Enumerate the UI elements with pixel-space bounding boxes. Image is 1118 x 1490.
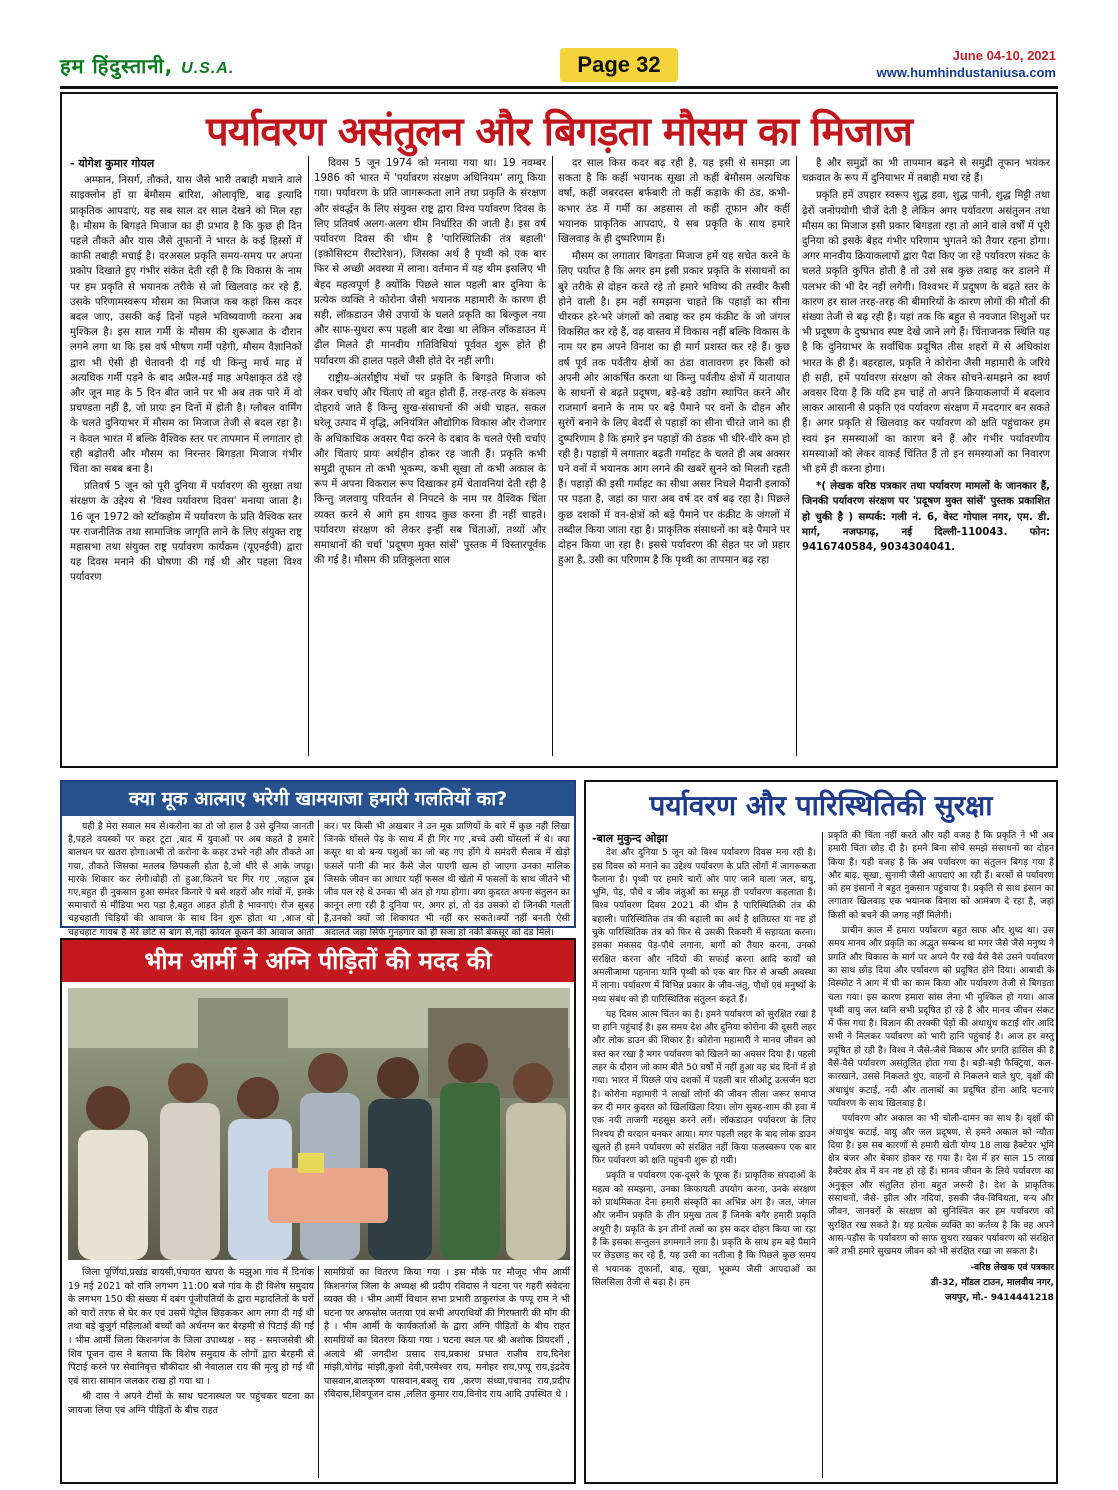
masthead	[0, 0, 1118, 88]
article1-paragraph: दिवस 5 जून 1974 को मनाया गया था। 19 नवम्बर 1986 को भारत में 'पर्यावरण संरक्षण अधिनियम' लागू किया गया। पर्यावरण के प्रति जागरूकता लाने तथा प्रकृति के संरक्षण और संवर्द्धन के लिए संयुक्त राष्ट्र द्वारा विश्व पर्यावरण दिवस के लिए प्रतिवर्ष अलग-अलग थीम निर्धारित की जाती है। इस वर्ष पर्यावरण दिवस की थीम है 'पारिस्थितिकी तंत्र बहाली' (इकोसिस्टम रीस्टोरेशन), जिसका अर्थ है पृथ्वी को एक बार फिर से अच्छी अवस्था में लाना। वर्तमान में यह थीम इसलिए भी बेहद महत्वपूर्ण है क्योंकि पिछले साल पहली बार दुनिया के प्रत्येक व्यक्ति ने कोरोना जैसी भयानक महामारी के कारण ही सही, लॉकडाउन जैसे उपायों के चलते प्रकृति का बिल्कुल नया और साफ-सुथरा रूप पहली बार देखा था लेकिन लॉकडाउन में ढ़ील मिलते ही मानवीय गतिविधियां पूर्ववत शुरू होते ही पर्यावरण की हालत पहले जैसी होते देर नहीं लगी।	[314, 158, 546, 367]
masthead-rule	[60, 86, 1058, 89]
website-url[interactable]: www.humhindustaniusa.com	[876, 65, 1056, 80]
article1-paragraph: अम्फान, निसर्ग, तौकते, यास जैसे भारी तबाही मचाने वाले साइक्लोन हों या बेमौसम बारिश, ओलावृष्टि, बाढ़ इत्यादि प्राकृतिक आपदाएं, यह सब साल दर साल देखने को मिल रहा है। मौसम के बिगड़ते मिजाज का ही प्रभाव है कि कुछ ही दिन पहले तौकते और यास जैसे तूफानों ने भारत के कई हिस्सों में काफी तबाही मचाई है। दरअसल प्रकृति समय-समय पर अपना प्रकोप दिखाते हुए गंभीर संकेत देती रही है कि विकास के नाम पर हम प्रकृति से भयानक तरीके से जो खिलवाड़ कर रहे हैं, उसके परिणामस्वरूप मौसम का मिजाज कब कहां किस कदर बदल जाए, उसकी कई दिनों पहले भविष्यवाणी करना अब मुश्किल है। इस साल गर्मी के मौसम की शुरूआत के दौरान लगने लगा था कि इस वर्ष भीषण गर्मी पड़ेगी, मौसम वैज्ञानिकों द्वारा भी ऐसी ही चेतावनी दी गई थी किन्तु मार्च माह में अत्यधिक गर्मी पड़ने के बाद अप्रैल-मई माह अपेक्षाकृत ठंडे रहे और जून माह के 5 दिन बीत जाने पर भी अब तक पारे में वो प्रचण्डता नहीं है, जो प्रायः इन दिनों में होती है। ग्लोबल वार्मिंग के चलते दुनियाभर में मौसम का मिजाज तेजी से बदल रहा है। न केवल भारत में बल्कि वैश्विक स्तर पर तापमान में लगातार हो रही बढ़ोतरी और मौसम का निरन्तर बिगड़ता मिजाज गंभीर चिंता का सबब बना है।	[70, 175, 302, 476]
article1-paragraph: मौसम का लगातार बिगड़ता मिजाज हमें यह सचेत करने के लिए पर्याप्त है कि अगर हम इसी प्रकार प्रकृति के संसाधनों का बुरे तरीके से दोहन करते रहे तो हमारे भविष्य की तस्वीर कैसी होने वाली है। हम नहीं समझना चाहते कि पहाड़ों का सीना चीरकर हरे-भरे जंगलों को तबाह कर हम कंक्रीट के जो जंगल विकसित कर रहे हैं, वह वास्तव में विकास नहीं बल्कि विकास के नाम पर हम अपने विनाश का ही मार्ग प्रशस्त कर रहे हैं। कुछ वर्ष पूर्व तक पर्वतीय क्षेत्रों का ठंडा वातावरण हर किसी को अपनी ओर आकर्षित करता था किन्तु पर्वतीय क्षेत्रों में यातायात के साधनों से बढ़ते प्रदूषण, बड़े-बड़े उद्योग स्थापित करने और राजमार्ग बनाने के नाम पर बड़े पैमाने पर वनों के दोहन और सुरंगें बनाने के लिए बेदर्दी से पहाड़ों का सीना चीरते जाने का ही दुष्परिणाम है कि हमारे इन पहाड़ों की ठंडक भी धीरे-धीरे कम हो रही है। पहाड़ों में लगातार बढ़ती गर्माहट के चलते ही अब अक्सर घने वनों में भयानक आग लगने की खबरें सुनने को मिलती रहती हैं। पहाड़ों की इसी गर्माहट का सीधा असर निचले मैदानी इलाकों पर पड़ता है, जहां का पारा अब वर्ष दर वर्ष बढ़ रहा है। पिछले कुछ दशकों में वन-क्षेत्रों को बड़े पैमाने पर कंक्रीट के जंगलों में तब्दील किया जाता रहा है। प्राकृतिक संसाधनों का बड़े पैमाने पर दोहन किया जा रहा है। इससे पर्यावरण की सेहत पर जो प्रहार हुआ है, उसी का परिणाम है कि पृथ्वी का तापमान बढ़ रहा	[558, 251, 790, 567]
article3-paragraph: जिला पूर्णियां,प्रखंड बायसी,पंचायत खपरा के मझुआ गांव में दिनांक 19 मई 2021 को रात्रि लगभग 11:00 बजे गांव के ही विशेष समुदाय के लगभग 150 की संख्या में दबंग पूंजीपतियों के द्वारा महादलितों के घरों को चारों तरफ से घेर कर एवं उसमें पेट्रोल छिड़ककर आग लगा दी गई थी तथा बड़े बुजुर्ग महिलाओं बच्चों को अर्धनग्न कर बेरहमी से पिटाई की गई । भीम आर्मी जिला किशनगंज के जिला उपाध्यक्ष - सह - समाजसेवी श्री शिव पूजन दास ने बताया कि विशेष समुदाय के लोगों द्वारा बेरहमी से पिटाई करने पर सेवानिवृत्त चौकीदार श्री नेवालाल राय की मृत्यु हो गई थी एवं सारा सामान जलकर राख हो गया था ।	[68, 1267, 314, 1387]
article-environment-imbalance	[60, 92, 1058, 768]
article1-paragraph: प्रतिवर्ष 5 जून को पूरी दुनिया में पर्यावरण की सुरक्षा तथा संरक्षण के उद्देश्य से 'विश्व पर्यावरण दिवस' मनाया जाता है। 16 जून 1972 को स्टॉकहोम में पर्यावरण के प्रति वैश्विक स्तर पर राजनीतिक तथा सामाजिक जागृति लाने के लिए संयुक्त राष्ट्र महासभा तथा संयुक्त राष्ट्र पर्यावरण कार्यक्रम (यूएनईपी) द्वारा यह दिवस मनाने की घोषणा की गई थी और पहला विश्व पर्यावरण	[70, 481, 302, 584]
article4-paragraph: प्रकृति की चिंता नहीं करते और यही वजह है कि प्रकृति ने भी अब हमारी चिंता छोड़ दी है। हमने बिना सोचे समझे संसाधनों का दोहन किया है। यही वजह है कि अब पर्यावरण का संतुलन बिगड़ गया है और बाढ़, सूखा, सुनामी जैसी आपदाएं आ रही हैं। बरसों से पर्यावरण को हम इंसानों ने बहुत नुकसान पहुंचाया है। प्रकृति से साथ इंसान का लगातार खिलवाड़ एक भयानक विनाश को आमंत्रण दे रहा है, जहां किसी को बचने की जगह नहीं मिलेगी।	[828, 831, 1054, 921]
news-photo-illustration	[68, 988, 570, 1260]
article1-paragraph: है और समुद्रों का भी तापमान बढ़ने से समुद्री तूफान भयंकर चक्रवात के रूप में दुनियाभर में तबाही मचा रहे हैं।	[802, 158, 1050, 185]
column-divider	[318, 1266, 319, 1478]
column-divider	[552, 156, 553, 756]
article4-column-2	[828, 786, 1054, 1480]
masthead-title	[60, 52, 234, 79]
article4-byline: -बाल मुकुन्द ओझा	[592, 832, 668, 845]
article1-headline: पर्यावरण असंतुलन और बिगड़ता मौसम का मिजाज	[206, 109, 912, 155]
article1-column-4	[802, 156, 1050, 762]
article4-paragraph: प्रकृति व पर्यावरण एक-दूसरे के पूरक हैं। प्राकृतिक संपदाओं के महत्व को समझना, उनका किफायती उपयोग करना, उनके संरक्षण को प्राथमिकता देना हमारी संस्कृति का अभिन्न अंग है। जल, जंगल और जमीन प्रकृति के तीन प्रमुख तत्व हैं जिनके बगैर हमारी प्रकृति अधूरी है। प्रकृति के इन तीनों तत्वों का इस कदर दोहन किया जा रहा है कि इसका सन्तुलन डगमगाने लगा है। प्रकृति के साथ हम बड़े पैमाने पर छेड़छाड़ कर रहे हैं, यह उसी का नतीजा है कि पिछले कुछ समय से भयानक तूफानों, बाढ़, सूखा, भूकम्प जैसी आपदाओं का सिलसिला तेजी से बढ़ा है। हम	[592, 1171, 816, 1288]
article-ecology-security	[584, 780, 1058, 1484]
article2-headline: क्या मूक आत्माए भरेगी खामयाजा हमारी गलतियों का?	[62, 782, 574, 816]
relief-item	[298, 1153, 324, 1173]
article2-column-2	[324, 820, 570, 938]
column-divider	[308, 156, 309, 756]
article4-signoff: -वरिष्ठ लेखक एवं पत्रकार	[970, 1262, 1054, 1273]
article1-paragraph: दर साल किस कदर बढ़ रही है, यह इसी से समझा जा सकता है कि कहीं भयानक सूखा तो कहीं बेमौसम अत्यधिक वर्षा, कहीं जबरदस्त बर्फबारी तो कहीं कड़ाके की ठंड, कभी-कभार ठंड में गर्मी का अहसास तो कहीं तूफान और कहीं भयानक प्राकृतिक आपदाएं, ये सब प्रकृति के साथ हमारे खिलवाड़ के ही दुष्परिणाम हैं।	[558, 158, 790, 246]
article1-paragraph: राष्ट्रीय-अंतर्राष्ट्रीय मंचों पर प्रकृति के बिगड़ते मिजाज को लेकर चर्चाएं और चिंताएं तो बहुत होती हैं, तरह-तरह के संकल्प दोहराये जाते हैं किन्तु सुख-संसाधनों की अंधी चाहत, सकल घरेलू उत्पाद में वृद्धि, अनियंत्रित औद्योगिक विकास और रोजगार के अधिकाधिक अवसर पैदा करने के दबाव के चलते ऐसी चर्चाएं और चिंताएं प्रायः अर्थहीन होकर रह जाती हैं। प्रकृति कभी समुद्री तूफान तो कभी भूकम्प, कभी सूखा तो कभी अकाल के रूप में अपना विकराल रूप दिखाकर हमें चेतावनियां देती रही है किन्तु जलवायु परिवर्तन से निपटने के नाम पर वैश्विक चिंता व्यक्त करने से आगे हम शायद कुछ करना ही नहीं चाहते। पर्यावरण संरक्षण को लेकर इन्हीं सब चिंताओं, तथ्यों और समाधानों की चर्चा 'प्रदूषण मुक्त सांसें' पुस्तक में विस्तारपूर्वक की गई है। मौसम की प्रतिकूलता साल	[314, 372, 546, 567]
column-divider	[318, 820, 319, 924]
article4-address: डी-32, मॉडल टाउन, मालवीय नगर,	[930, 1277, 1054, 1288]
news-photo	[68, 988, 570, 1260]
article2-paragraph: यही है मेरा सवाल सब से।करोना का तो जो हाल है उसे दुनिया जानती है,पहले वयस्कों पर कहर टूटा ,बाद में युवाओं पर अब कहते है हमारे बालधन पर खतरा होगा।अभी तो करोना के कहर उभरे नही और तौकते आ गया, तौकते जिसका मतलब छिपकली होता है,जो धीरे से आके जपट्ट। मारके शिकार कर लेगी।वोही तो हुआ,कितने घर गिर गए ,जहाज डूब गए,बहुत ही नुकसान हुआ समंदर किनारे पे बसे शहरों और गांवों में, इनके समाचारों से मीडिया भरा पड़ा है,बहुत आहत होती है भावनाएं। रोज सुबह चहचहाती चिड़ियों की आवाज के साथ दिन शुरू होता था ,आज वो चहचहाट गायब है मेरे छोटे से बाग से,नही कोयल कूकने की आवाज आती	[68, 821, 314, 938]
article3-paragraph: श्री दास ने अपने टीमों के साथ घटनास्थल पर पहुंचकर घटना का जायजा लिया एवं अग्नि पीड़ितों के बीच राहत	[68, 1391, 314, 1416]
article1-byline: - योगेश कुमार गोयल	[70, 157, 155, 170]
article4-paragraph: प्राचीन काल में हमारा पर्यावरण बहुत साफ और शुध्द था। उस समय मानव और प्रकृति का अद्भुत सम्बन्ध था मगर जैसे जैसे मनुष्य ने प्रगति और विकास के मार्ग पर अपने पैर रखे वैसे वैसे उसने पर्यावरण का साथ छोड़ दिया और पर्यावरण को प्रदूषित होने दिया। आबादी के विस्फोट ने आग में घी का काम किया और पर्यावरण तेजी से बिगड़ता चला गया। इस कारण हमारा सांस लेना भी मुश्किल हो गया। आज पृथ्वी वायु जल ध्वनि सभी प्रदूषित हो रहे है और मानव जीवन संकट में फँस गया है। विज्ञान की तरक्की पेड़ों की अंधाधुंध कटाई शोर आदि सभी ने मिलकर पर्यावरण को भारी हानि पहुंचाई है। आज हर वस्तु प्रदूषित हो रही है। विश्व ने जैसे-जैसे विकास और प्रगति हासिल की है वैसे-वैसे पर्यावरण असंतुलित होता गया है। बड़ी-बड़ी फैक्ट्रियां, कल-कारखाने, उससे निकलते धुंए, वाहनों से निकलने वाले धुएं, वृक्षों की अंधाधुंध कटाई, नदी और तालाबों का प्रदूषित होना आदि घटनाएं पर्यावरण के साथ खिलवाड़ है।	[828, 926, 1054, 1109]
article1-column-3	[558, 156, 790, 762]
article2-column-1	[68, 820, 314, 938]
article1-column-1	[70, 156, 302, 762]
issue-date: June 04-10, 2021	[952, 48, 1056, 63]
masthead-region: U.S.A.	[181, 60, 235, 77]
article3-column-1	[68, 1266, 314, 1480]
article-bhim-army	[60, 938, 576, 1484]
article-silent-souls	[60, 780, 576, 938]
relief-package	[268, 1168, 388, 1223]
article1-paragraph: प्रकृति हमें उपहार स्वरूप शुद्ध हवा, शुद्ध पानी, शुद्ध मिट्टी तथा ढ़ेरों जनोपयोगी चीजें देती है लेकिन अगर पर्यावरण असंतुलन तथा मौसम का मिजाज इसी प्रकार बिगड़ता रहा तो आने वाले वर्षों में पूरी दुनिया को इसके बेहद गंभीर परिणाम भुगतने को तैयार रहना होगा। अगर मानवीय क्रियाकलापों द्वारा पैदा किए जा रहे पर्यावरण संकट के चलते प्रकृति कुपित होती है तो उसे सब कुछ तबाह कर डालने में पलभर की भी देर नहीं लगेगी। विश्वभर में प्रदूषण के बढ़ते स्तर के कारण हर साल तरह-तरह की बीमारियों के कारण लोगों की मौतों की संख्या तेजी से बढ़ रही है। यहां तक कि बहुत से नवजात शिशुओं पर भी प्रदूषण के दुष्प्रभाव स्पष्ट देखे जाने लगे हैं। चिंताजनक स्थिति यह है कि दुनियाभर के सर्वाधिक प्रदूषित तीस शहरों में से अधिकांश भारत के ही हैं। बहरहाल, प्रकृति ने कोरोना जैसी महामारी के जरिये ही सही, हमें पर्यावरण संरक्षण को लेकर सोचने-समझने का स्वर्ण अवसर दिया है कि यदि हम चाहें तो अपने क्रियाकलापों में बदलाव लाकर आसानी से प्रकृति एवं पर्यावरण संरक्षण में मददगार बन सकते हैं। अगर प्रकृति से खिलवाड़ कर पर्यावरण को क्षति पहुंचाकर हम स्वयं इन समस्याओं का कारण बने हैं और गंभीर पर्यावरणीय समस्याओं को लेकर वाकई चिंतित हैं तो इन समस्याओं का निवारण भी हमें ही करना होगा।	[802, 190, 1050, 476]
article3-headline: भीम आर्मी ने अग्नि पीड़ितों की मदद की	[62, 940, 574, 982]
article1-author-note: *( लेखक वरिष्ठ पत्रकार तथा पर्यावरण मामलों के जानकार हैं, जिनकी पर्यावरण संरक्षण पर 'प्रदूषण मुक्त सांसें' पुस्तक प्रकाशित हो चुकी है ) सम्पर्क: गली नं. 6, वेस्ट गोपाल नगर, एम. डी. मार्ग, नजफगढ़, नई दिल्ली-110043. फोन: 9416740584, 9034304041.	[802, 481, 1050, 554]
article4-headline: पर्यावरण और पारिस्थितिकी सुरक्षा	[649, 789, 993, 822]
column-divider	[796, 156, 797, 756]
article2-paragraph: कर। पर किसी भी अखबार ने उन मूक प्राणियों के बारे में कुछ नही लिखा जिनके घोंसले पेड़ के साथ में ही गिर गए ,बच्चे उसी घोंसलों में थे। क्या कसूर था वो बन्य पशुओं का जो बह गए होंगे ये समंदरी सैलाब में खेड़ो फसलें पानी की मार कैसे जेल पाएगी खत्म हो जाएगा उनका मालिक जिसके जीवन का आधार यहीं फसल थी खेतो में फसलों के साथ जीतने भी जीव पल रहे थे उनका भी अंत हो गया होगा। क्या कुदरत अपना संतुलन का कानून लगा रही है दुनिया पर, अगर हां, तो दंड उसको दो जिनकी गलती है,उनको क्यों जो शिकायत भी नहीं कर सकते।क्यों नहीं बनती ऐसी अदालतें जहा सिर्फ गुनहगार को ही सजा हो नकी बेकसूर को दंड मिले।	[324, 821, 570, 938]
masthead-title-text: हम हिंदुस्तानी,	[60, 54, 174, 78]
article3-paragraph: सामग्रियों का वितरण किया गया । इस मौके पर मौजूद भीम आर्मी किशनगंज जिला के अध्यक्ष श्री प्रदीप रविदास ने घटना पर गहरी संवेदना व्यक्त की । भीम आर्मी विधान सभा प्रभारी ठाकुरगंज के पप्पू राम ने भी घटना पर अफसोस जताया एवं सभी अपराधियों की गिरफ्तारी की माँग की है । भीम आर्मी के कार्यकर्ताओं के द्वारा अग्नि पीड़ितों के बीच राहत सामग्रियों का वितरण किया गया । घटना स्थल पर श्री अशोक प्रियदर्शी , अलावे श्री जगदीश प्रसाद राय,प्रकाश प्रभात राजीव राय,दिनेश मांझी,योगेंद्र मांझी,कुशो देवी,परमेश्वर राय, मनोहर राय,पप्पू राय,इंद्रदेव पासवान,बालकृष्ण पासवान,बबलू राय ,करण संध्या,पंचानंद राय,प्रदीप रविदास,शिवपूजन दास ,ललित कुमार राय,विनोद राय आदि उपस्थित थे ।	[324, 1267, 570, 1401]
article1-column-2	[314, 156, 546, 762]
page-number: Page 32	[560, 48, 678, 82]
article4-paragraph: देश और दुनिया 5 जून को विश्व पर्यावरण दिवस मना रही है। इस दिवस को मनाने का उद्देश्य पर्यावरण के प्रति लोगों में जागरूकता फैलाना है। पृथ्वी पर हमारे चारों ओर पाए जाने वाला जल, वायु, भूमि, पेड़, पौधे व जीव जंतुओं का समूह ही पर्यावरण कहलाता है। विश्व पर्यावरण दिवस 2021 की थीम है पारिस्थितिकी तंत्र की बहाली। पारिस्थितिक तंत्र की बहाली का अर्थ है क्षतिग्रस्त या नष्ट हो चुके पारिस्थितिक तंत्र को फिर से उसकी रिकवरी में सहायता करना। इसका मकसद पेड़-पौधे लगाना, बागों को तैयार करना, उनको संरक्षित करना और नदियों की सफाई करना आदि कार्यों को अमलीजामा पहनाना यानि पृथ्वी को एक बार फिर से अच्छी अवस्था में लाना। पर्यावरण में विभिन्न प्रकार के जीव-जंतु, पौधों एवं मनुष्यों के मध्य संबंध को ही पारिस्थितिक संतुलन कहते हैं।	[592, 848, 816, 1005]
article4-column-1	[592, 832, 816, 1480]
article3-column-2	[324, 1266, 570, 1480]
article4-contact: जयपुर, मो.- 9414441218	[945, 1293, 1054, 1304]
article4-paragraph: यह दिवस आत्म चिंतन का है। हमने पर्यावरण को सुरक्षित रखा है या हानि पहुंचाई है। इस समय देश और दुनिया कोरोना की दूसरी लहर और लोक डाउन की शिकार है। कोरोना महामारी ने मानव जीवन को त्रस्त कर रखा है मगर पर्यावरण को खिलने का अवसर दिया है। पहली लहर के दौरान जो काम बीते 50 वर्षों में नहीं हुआ वह चंद दिनों में हो गया। भारत में पिछले पांच दशकों में पहली बार सीओटू उत्सर्जन घटा है। कोरोना महामारी ने लाखों लोगों की जीवन लीला जरूर समाप्त कर दी मगर कुदरत को खिलखिला दिया। लोग सुबह-शाम की हवा में एक नयी ताजगी महसूस करने लगें। लॉकडाउन पर्यावरण के लिए निश्चय ही वरदान बनकर आया। मगर पहली लहर के बाद लोक डाउन खुलते ही हमने पर्यावरण को संरक्षित नहीं किया फलस्वरूप एक बार फिर पर्यावरण को क्षति पहुंचनी शुरू हो गयी।	[592, 1009, 816, 1167]
column-divider	[822, 832, 823, 1478]
article4-paragraph: पर्यावरण और अकाल का भी चोली-दामन का साथ है। वृक्षों की अंधाधुंध कटाई, वायु और जल प्रदूषण, से हमने अकाल को न्यौता दिया है। इस सब कारणों से हमारी खेती योग्य 18 लाख हैक्टेयर भूमि क्षेत्र बंजर और बेकार होकर रह गया है। देश में हर साल 15 लाख हैक्टेयर क्षेत्र में वन नष्ट हो रहे हैं। मानव जीवन के लिये पर्यावरण का अनुकूल और संतुलित होना बहुत जरूरी है। देश के प्राकृतिक संसाधनों, जैसे- झील और नदियां, इसकी जैव-विविधता, वन्य और जीवन, जानवरों के संरक्षण को सुनिश्चित कर हम पर्यावरण को सुरक्षित रख सकते है। यह प्रत्येक व्यक्ति का कर्तव्य है कि वह अपने आस-पड़ौस के पर्यावरण को साफ सुथरा रखकर पर्यावरण को संरक्षित करे तभी हमारे सुखमय जीवन को भी संरक्षित रखा जा सकता है।	[828, 1114, 1054, 1258]
